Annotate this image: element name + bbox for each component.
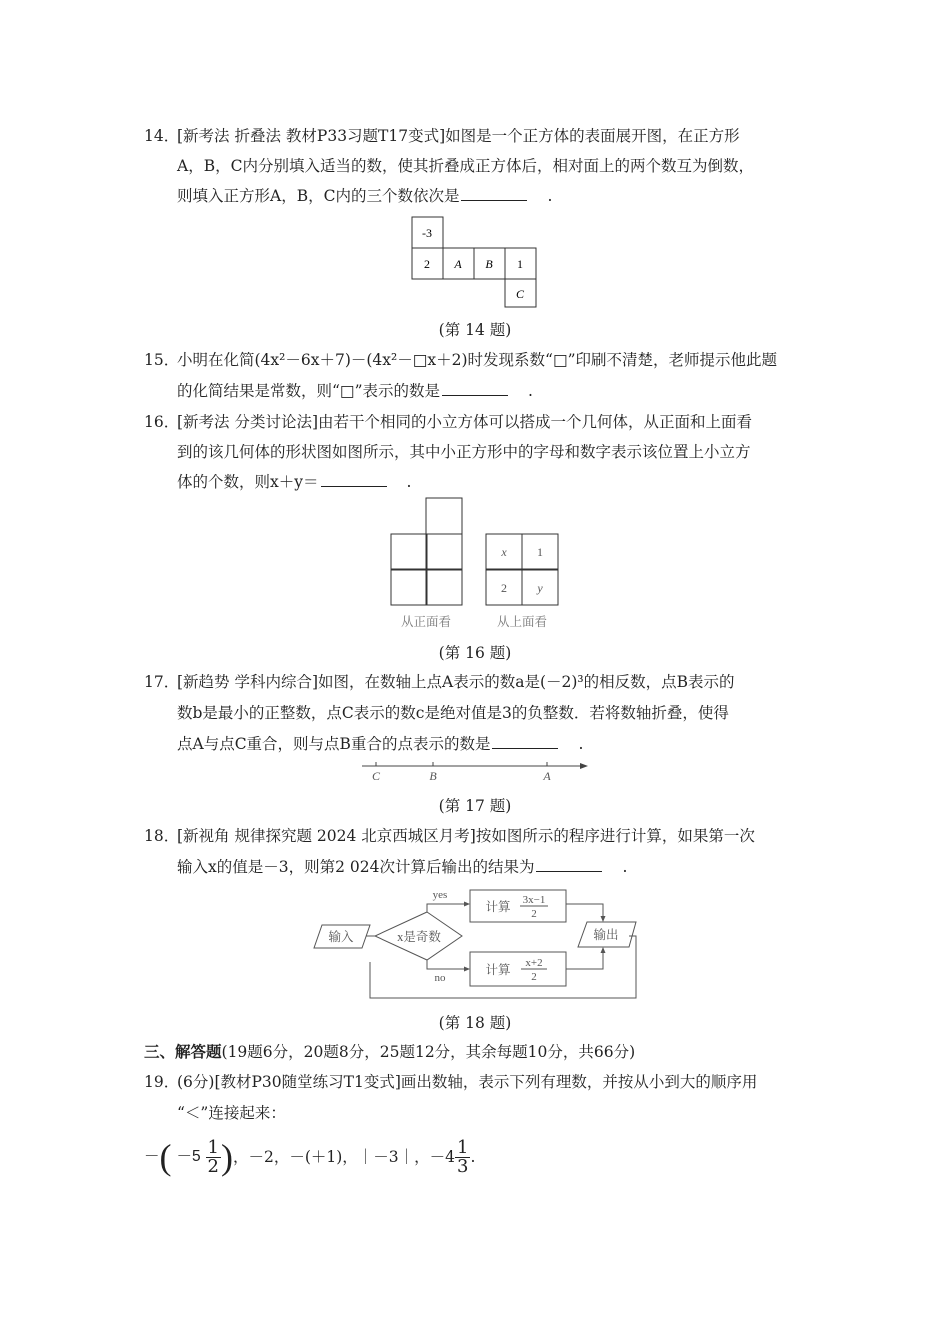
q19-expression: －( －5 $\frac{1}{2}$ )，－2，－(＋1)，｜－3｜，－4 $\frac{1}{3}$ . <box>144 1136 476 1177</box>
q17-caption: (第 17 题) <box>438 797 512 815</box>
expr-rest: ，－2，－(＋1)，｜－3｜，－4 <box>232 1148 456 1166</box>
yes-calc-label: 计算 <box>485 900 511 914</box>
no-calc-box <box>470 952 566 986</box>
q18-answer-blank[interactable] <box>536 857 602 872</box>
q14-line3-text: 则填入正方形A，B，C内的三个数依次是 <box>177 187 460 205</box>
top-cell-2: 2 <box>501 581 507 595</box>
no-fraction-denominator: 2 <box>531 971 537 983</box>
frac2-denominator: 3 <box>457 1155 469 1177</box>
net-cell-a: A <box>454 257 462 271</box>
q14-period: . <box>547 187 553 205</box>
q14-caption: (第 14 题) <box>438 321 512 339</box>
q15-number: 15． <box>144 351 180 369</box>
expr-mixed-whole: －5 <box>176 1148 201 1165</box>
q16-views-figure <box>388 495 563 635</box>
q17-line2: 数b是最小的正整数，点C表示的数c是绝对值是3的负整数．若将数轴折叠，使得 <box>177 704 729 722</box>
net-cell-5: 1 <box>517 257 523 271</box>
expr-minus: － <box>144 1147 160 1165</box>
expr-fraction-third <box>455 1136 470 1177</box>
net-cell-1: -3 <box>422 226 432 240</box>
point-a-label: A <box>543 769 551 783</box>
point-c-label: C <box>371 769 381 783</box>
no-fraction-numerator: x+2 <box>525 957 543 969</box>
yes-calc-box <box>470 890 566 922</box>
q18-period: . <box>622 858 628 876</box>
top-view <box>486 534 558 605</box>
q18-line2 <box>177 857 627 877</box>
q16-line3 <box>177 472 411 492</box>
yes-fraction-numerator: 3x−1 <box>522 894 546 906</box>
net-cell-2: 2 <box>424 257 430 271</box>
q14-line2: A，B，C内分别填入适当的数，使其折叠成正方体后，相对面上的两个数互为倒数， <box>177 157 754 175</box>
q16-caption: (第 16 题) <box>438 644 512 662</box>
q16-answer-blank[interactable] <box>321 472 387 487</box>
net-cell-b: B <box>485 257 493 271</box>
q16-line3-text: 体的个数，则x＋y＝ <box>177 473 319 491</box>
q17-number-line <box>360 758 592 786</box>
q18-flowchart <box>310 882 642 1004</box>
frac1-numerator: 1 <box>207 1136 219 1158</box>
no-label: no <box>434 972 446 984</box>
q14-line3 <box>177 186 552 206</box>
q16-period: . <box>406 473 412 491</box>
net-cell-c: C <box>515 287 525 301</box>
expr-fraction-half <box>206 1136 221 1177</box>
q19-line2: “＜”连接起来： <box>177 1104 286 1122</box>
q17-line3 <box>177 734 583 754</box>
q18-number: 18． <box>144 827 180 845</box>
q14-cube-net <box>410 215 540 310</box>
top-cell-1: 1 <box>537 545 543 559</box>
point-b-label: B <box>429 769 437 783</box>
section3-heading <box>144 1042 635 1062</box>
q15-line2-text: 的化简结果是常数，则“□”表示的数是 <box>177 382 440 400</box>
q17-period: . <box>578 735 584 753</box>
output-label: 输出 <box>593 928 619 942</box>
yes-label: yes <box>432 889 448 901</box>
top-view-label: 从上面看 <box>496 615 548 629</box>
q14-number: 14． <box>144 127 180 145</box>
expr-end: . <box>470 1148 476 1166</box>
q18-line2-text: 输入x的值是－3，则第2 024次计算后输出的结果为 <box>177 858 535 876</box>
q18-caption: (第 18 题) <box>438 1014 512 1032</box>
q14-answer-blank[interactable] <box>461 186 527 201</box>
q17-line3-text: 点A与点C重合，则与点B重合的点表示的数是 <box>177 735 491 753</box>
condition-label: x是奇数 <box>397 930 441 944</box>
q14-line1: [新考法 折叠法 教材P33习题T17变式]如图是一个正方体的表面展开图，在正方形 <box>177 127 740 145</box>
frac2-numerator: 1 <box>457 1136 469 1158</box>
q15-period: . <box>528 382 533 400</box>
section3-title: 三、解答题 <box>144 1042 222 1061</box>
q17-answer-blank[interactable] <box>492 734 558 749</box>
q15-answer-blank[interactable] <box>442 381 508 396</box>
q17-number: 17． <box>144 673 180 691</box>
q15-line2 <box>177 381 533 401</box>
input-label: 输入 <box>328 930 354 944</box>
q16-line1: [新考法 分类讨论法]由若干个相同的小立方体可以搭成一个几何体，从正面和上面看 <box>177 413 753 431</box>
q19-number: 19． <box>144 1073 180 1091</box>
top-cell-y: y <box>537 581 543 595</box>
q19-line1: (6分)[教材P30随堂练习T1变式]画出数轴，表示下列有理数，并按从小到大的顺序用 <box>177 1073 758 1091</box>
frac1-denominator: 2 <box>207 1155 219 1177</box>
q16-line2: 到的该几何体的形状图如图所示，其中小正方形中的字母和数字表示该位置上小立方 <box>177 443 751 461</box>
section3-note: (19题6分，20题8分，25题12分，其余每题10分，共66分) <box>221 1043 636 1061</box>
q17-line1: [新趋势 学科内综合]如图，在数轴上点A表示的数a是(－2)³的相反数，点B表示的 <box>177 673 735 691</box>
top-cell-x: x <box>501 545 507 559</box>
front-view-label: 从正面看 <box>400 615 452 629</box>
front-view <box>391 498 462 605</box>
q16-number: 16． <box>144 413 180 431</box>
yes-fraction-denominator: 2 <box>531 908 537 920</box>
q18-line1: [新视角 规律探究题 2024 北京西城区月考]按如图所示的程序进行计算，如果第一次 <box>177 827 755 845</box>
no-calc-label: 计算 <box>485 963 511 977</box>
q15-line1: 小明在化简(4x²－6x＋7)－(4x²－□x＋2)时发现系数“□”印刷不清楚，老师提示他此题 <box>177 351 778 369</box>
